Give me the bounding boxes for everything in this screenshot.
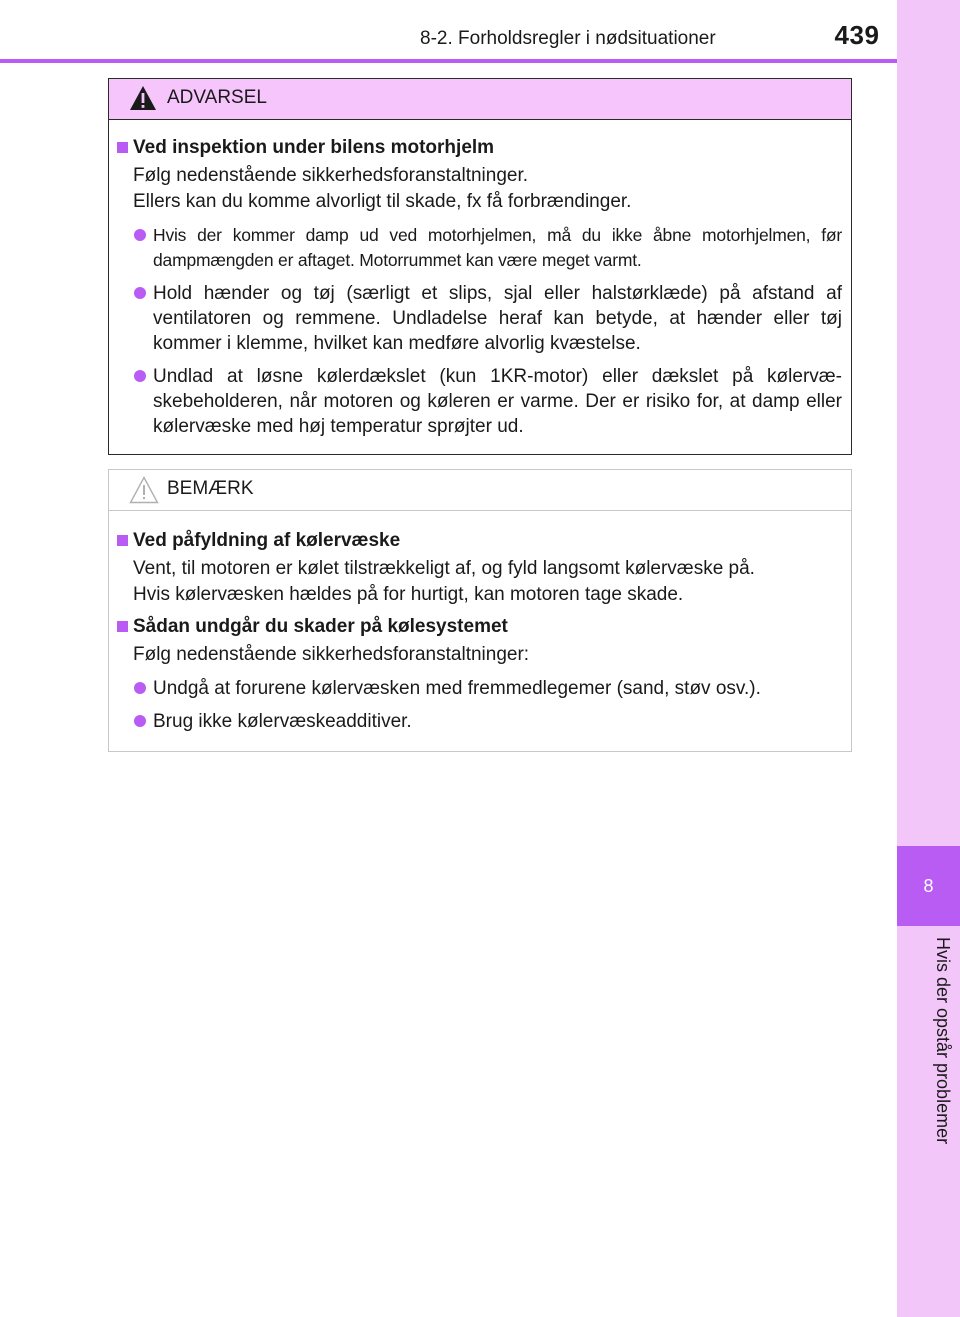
notice-box-title: BEMÆRK — [167, 478, 254, 499]
square-bullet-icon — [117, 621, 128, 632]
notice-section-heading-2 — [117, 614, 842, 640]
warning-bullet-text: Hold hænder og tøj (særligt et slips, sjal eller halstørklæde) på afstand af ventilatoren og remmene. Undladelse heraf kan betyde, at hænder eller tøj kommer i klemme, hvilket kan medføre alvorlig kvæstelse. — [153, 283, 842, 354]
notice-bullet-2 — [117, 709, 842, 734]
notice-heading-text: Ved påfyldning af kølervæske — [133, 530, 401, 551]
round-bullet-icon — [134, 370, 146, 382]
notice-text-1-line-2: Hvis kølervæsken hældes på for hurtigt, kan motoren tage skade. — [133, 584, 684, 605]
warning-intro-line-1: Følg nedenstående sikkerhedsforanstaltninger. — [133, 165, 529, 186]
page-number: 439 — [834, 20, 880, 50]
round-bullet-icon — [134, 229, 146, 241]
warning-box — [108, 78, 852, 455]
warning-bullet-3 — [117, 364, 842, 439]
notice-heading-text: Sådan undgår du skader på kølesystemet — [133, 616, 508, 637]
notice-text-2: Følg nedenstående sikkerhedsforanstaltninger: — [133, 644, 530, 665]
round-bullet-icon — [134, 715, 146, 727]
side-tab-chapter-number: 8 — [897, 846, 960, 926]
warning-heading-text: Ved inspektion under bilens motorhjelm — [133, 137, 495, 158]
round-bullet-icon — [134, 287, 146, 299]
notice-text-1-line-1: Vent, til motoren er kølet tilstrækkeligt af, og fyld langsomt kølervæske på. — [133, 558, 755, 579]
warning-box-title: ADVARSEL — [167, 87, 267, 108]
header-divider — [0, 59, 897, 63]
notice-bullet-text: Undgå at forurene kølervæsken med fremmedlegemer (sand, støv osv.). — [153, 678, 761, 699]
notice-section-heading-1 — [117, 528, 842, 554]
notice-bullet-text: Brug ikke kølervæskeadditiver. — [153, 711, 412, 732]
warning-bullet-text: Undlad at løsne kølerdækslet (kun 1KR-motor) eller dækslet på kølervæ-skebeholderen, når motoren og køleren er varme. Der er risiko for, at damp eller kølervæske med høj temperatur sprøjter ud. — [153, 366, 842, 437]
notice-box-header — [109, 470, 851, 511]
warning-bullet-text: Hvis der kommer damp ud ved motorhjelmen, må du ikke åbne motorhjelmen, før dampmængden er aftaget. Motorrummet kan være meget varmt. — [153, 225, 842, 270]
warning-intro-line-2: Ellers kan du komme alvorligt til skade, fx få forbrændinger. — [133, 191, 632, 212]
warning-triangle-icon — [129, 85, 157, 111]
warning-bullet-1 — [117, 223, 842, 273]
warning-box-body — [109, 120, 851, 439]
square-bullet-icon — [117, 535, 128, 546]
warning-bullet-2 — [117, 281, 842, 356]
round-bullet-icon — [134, 682, 146, 694]
header-section-title: 8-2. Forholdsregler i nødsituationer — [420, 28, 716, 49]
square-bullet-icon — [117, 142, 128, 153]
notice-bullet-1 — [117, 676, 842, 701]
notice-box — [108, 469, 852, 752]
warning-section-heading — [117, 135, 842, 161]
notice-triangle-icon — [129, 476, 159, 504]
warning-box-header — [109, 79, 851, 120]
side-tab-chapter-title: Hvis der opstår problemer — [933, 937, 953, 1145]
notice-box-body — [109, 511, 851, 734]
